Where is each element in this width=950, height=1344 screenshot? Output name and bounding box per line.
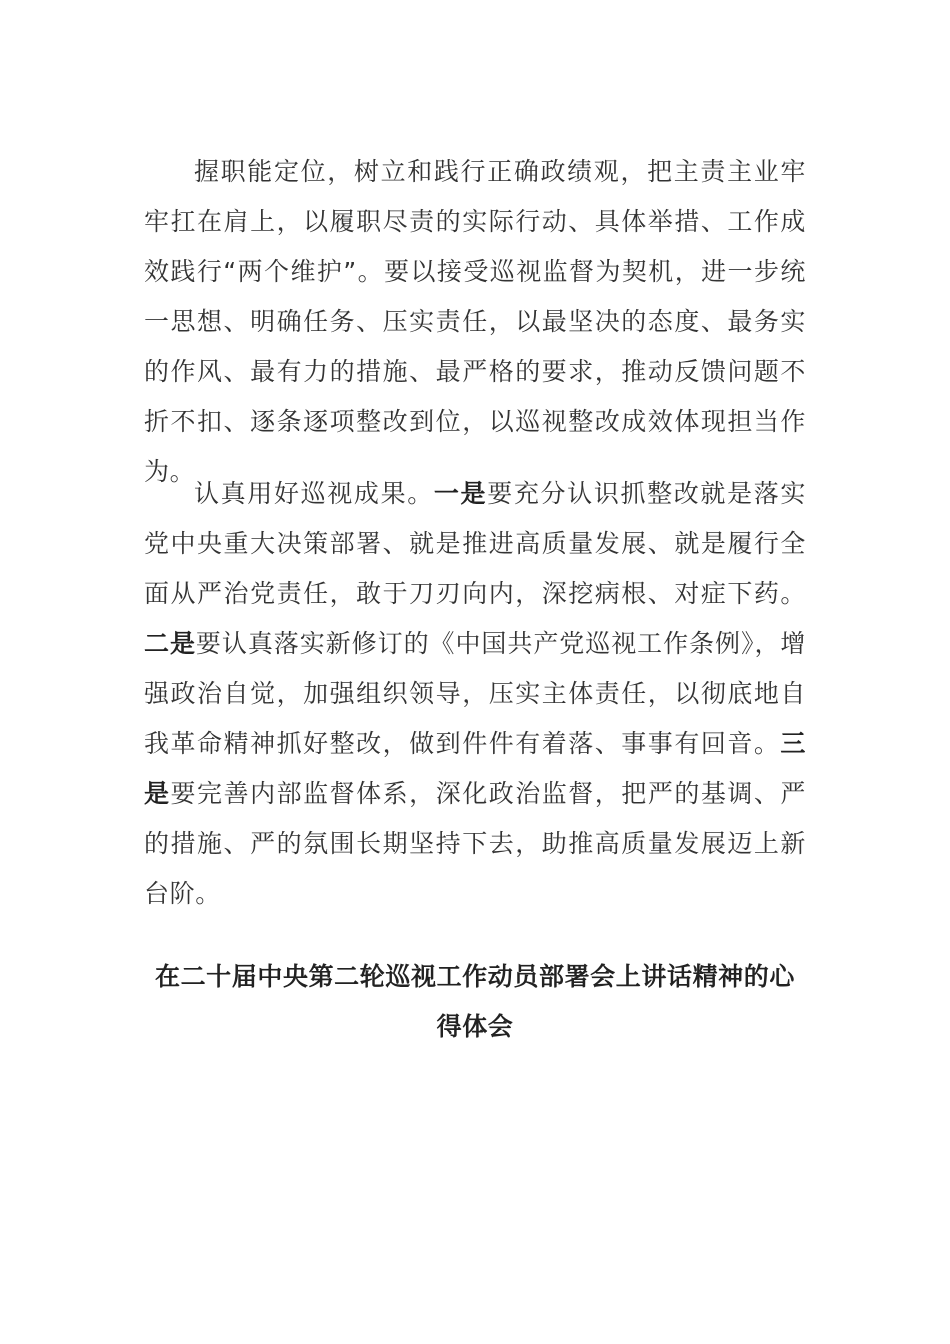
point-1-label: 一是 xyxy=(433,479,488,508)
point-3-text: 要完善内部监督体系，深化政治监督，把严的基调、严的措施、严的氛围长期坚持下去，助推高质量发展迈上新台阶。 xyxy=(144,779,807,908)
paragraph-intro: 认真用好巡视成果。 xyxy=(194,479,434,508)
point-2-text: 要认真落实新修订的《中国共产党巡视工作条例》，增强政治自觉，加强组织领导，压实主体责任，以彻底地自我革命精神抓好整改，做到件件有着落、事事有回音。 xyxy=(144,629,807,758)
point-1-text: 要充分认识抓整改就是落实党中央重大决策部署、就是推进高质量发展、就是履行全面从严治党责任，敢于刀刃向内，深挖病根、对症下药。 xyxy=(144,479,806,608)
point-3-label: 三是 xyxy=(144,729,806,808)
point-2-label: 二是 xyxy=(144,629,196,658)
section-heading: 在二十届中央第二轮巡视工作动员部署会上讲话精神的心得体会 xyxy=(154,962,795,1041)
body-paragraph-2 xyxy=(144,469,806,919)
body-paragraph-1: 握职能定位，树立和践行正确政绩观，把主责主业牢牢扛在肩上，以履职尽责的实际行动、具体举措、工作成效践行“两个维护”。要以接受巡视监督为契机，进一步统一思想、明确任务、压实责任，以最坚决的态度、最务实的作风、最有力的措施、最严格的要求，推动反馈问题不折不扣、逐条逐项整改到位，以巡视整改成效体现担当作为。 xyxy=(144,157,806,486)
